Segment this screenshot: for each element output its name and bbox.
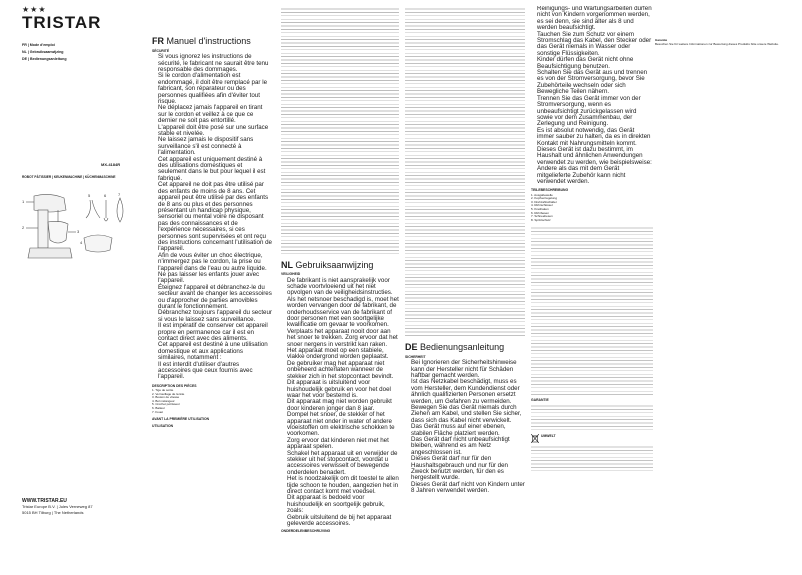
list-item: • Schalten Sie das Gerät aus und trennen es von der Stromversorgung, bevor Sie Zubehörteile wechseln oder sich Bewegliche Teilen nähern. (537, 70, 653, 96)
svg-text:3: 3 (77, 229, 80, 234)
parts-list (152, 389, 272, 414)
list-item: • Ist das Netzkabel beschädigt, muss es vom Hersteller, dem Kundendienst oder ähnlich qualifizierten Personen ersetzt werden, um Gefahren zu vermeiden. (411, 379, 525, 405)
list-item: • Schakel het apparaat uit en verwijder de stekker uit het stopcontact, voordat u accessoires verwisselt of bewegende onderdelen benadert. (287, 451, 399, 477)
svg-text:7: 7 (118, 192, 121, 197)
part-item: 1. Ausgabewelle (531, 192, 553, 197)
section-heading: SÉCURITÉ (152, 49, 170, 53)
model-number: MX-4184R (101, 162, 121, 167)
part-item: 3. Drehzahlschalter (531, 199, 557, 204)
section-heading: UTILISATION (152, 424, 174, 429)
part-item: 8. Spritzschutz (531, 217, 551, 222)
brand-stars: ★★★ (22, 5, 47, 14)
section-heading: GARANTIE (531, 398, 549, 403)
list-item: • Dit apparaat is bedoeld voor huishoudelijk en soortgelijk gebruik, zoals: (287, 495, 399, 514)
list-item: • Das Gerät darf nicht unbeaufsichtigt bleiben, während es am Netz angeschlossen ist. (411, 437, 525, 456)
list-item: • Il est interdit d'utiliser d'autres accessoires que ceux fournis avec l'appareil. (158, 362, 272, 381)
list-item: • Reinigungs- und Wartungsarbeiten dürfen nicht von Kindern vorgenommen werden, es sei denn, sie sind älter als 8 und werden beaufsichtigt. (537, 6, 653, 32)
part-item: 6. Rührbesen (531, 210, 550, 215)
part-item: 3. Bouton de vitesse (152, 395, 180, 400)
list-item: • Es ist absolut notwendig, das Gerät immer sauber zu halten, da es in direkten Kontakt mit Nahrungsmitteln kommt. (537, 128, 653, 147)
list-item: • Ne déplacez jamais l'appareil en tirant sur le cordon et veillez à ce que ce dernier ne soit pas entortillé. (158, 105, 272, 124)
french-continued-column (281, 6, 399, 572)
part-item: 5. Knethaken (531, 206, 549, 211)
list-item: • Gebruik uitsluitend de bij het apparaat geleverde accessoires. (287, 515, 399, 528)
svg-text:1: 1 (22, 199, 25, 204)
svg-text:5: 5 (88, 193, 91, 198)
svg-text:6: 6 (104, 193, 107, 198)
address-line: 5015 BH Tilburg | The Netherlands (22, 510, 84, 515)
list-item: • De gebruiker mag het apparaat niet onbeheerd achterlaten wanneer de stekker zich in het stopcontact bevindt. (287, 361, 399, 380)
brand-logo (22, 6, 101, 32)
list-item: • Ne laissez jamais le dispositif sans surveillance s'il est connecté à l'alimentation. (158, 137, 272, 156)
list-item: • Dieses Gerät darf nicht von Kindern unter 8 Jahren verwendet werden. (411, 482, 525, 495)
list-item: • Zorg ervoor dat kinderen niet met het apparaat spelen. (287, 438, 399, 451)
list-item: • Bei Ignorieren der Sicherheitshinweise kann der Hersteller nicht für Schäden haftbar gemacht werden. (411, 360, 525, 379)
list-item: • Si le cordon d'alimentation est endommagé, il doit être remplacé par le fabricant, son réparateur ou des personnes qualifiées afin d'éviter tout risque. (158, 73, 272, 105)
section-heading: ONDERDELENBESCHRIJVING (281, 529, 331, 534)
list-item: • Dieses Gerät darf nur für den Haushaltsgebrauch und nur für den Zweck benutzt werden, für den es hergestellt wurde. (411, 456, 525, 482)
language-list (22, 42, 67, 63)
part-item: 7. Fouet (152, 409, 164, 414)
german-column (531, 6, 653, 572)
part-item: 5. Crochet pétrisseur (152, 402, 180, 407)
section-heading: AVANT LA PREMIÈRE UTILISATION (152, 417, 210, 422)
list-item: • Cet appareil ne doit pas être utilisé par des enfants de moins de 8 ans. Cet appareil peut être utilisé par des enfants de 8 ans ou plus et des personnes présentant un handicap physique, sensoriel ou mental voire ne disposant pas des connaissances et de l'expérience nécessaires, si ces personnes sont supervisées et ont reçu des instructions concernant l'utilisation de l'appareil. (158, 182, 272, 252)
safety-list (152, 54, 272, 381)
part-item: 4. Bol mélangeur (152, 398, 175, 403)
list-item: • Dit apparaat is uitsluitend voor huishoudelijk gebruik en voor het doel waar het voor bestemd is. (287, 380, 399, 399)
website-link[interactable]: WWW.TRISTAR.EU (22, 498, 67, 504)
svg-text:4: 4 (80, 240, 83, 245)
list-item: • Dompel het snoer, de stekker of het apparaat niet onder in water of andere vloeistoffen om elektrische schokken te voorkomen. (287, 412, 399, 438)
list-item: • Dit apparaat mag niet worden gebruikt door kinderen jonger dan 8 jaar. (287, 399, 399, 412)
list-item: • Ne pas laisser les enfants jouer avec l'appareil. (158, 272, 272, 285)
list-item: • Als het netsnoer beschadigd is, moet het worden vervangen door de fabrikant, de onderhoudsservice van de fabrikant of door personen met een soortgelijke kwalificatie om gevaar te voorkomen. (287, 297, 399, 329)
list-item: • Dieses Gerät ist dazu bestimmt, im Haushalt und ähnlichen Anwendungen verwendet zu werden, wie beispielsweise: (537, 147, 653, 166)
list-item: • Andere als das mit dem Gerät mitgelieferte Zubehör kann nicht verwendet werden. (537, 166, 653, 185)
list-item: • Bewegen Sie das Gerät niemals durch Ziehen am Kabel, und stellen Sie sicher, dass sich das Kabel nicht verwickelt. (411, 405, 525, 424)
product-subtitle: ROBOT PÂTISSIER | KEUKENMACHINE | KÜCHENMASCHINE (22, 175, 116, 179)
safety-list (405, 360, 525, 495)
language-item: DE | Bedienungsanleitung (22, 57, 67, 61)
list-item: • Éteignez l'appareil et débranchez-le du secteur avant de changer les accessoires ou d'approcher de parties amovibles durant le fonctionnement. (158, 285, 272, 311)
list-item: • Débranchez toujours l'appareil du secteur si vous le laissez sans surveillance. (158, 310, 272, 323)
brand-name: TRISTAR (22, 13, 102, 32)
list-item: • Het is noodzakelijk om dit toestel te allen tijde schoon te houden, aangezien het in direct contact komt met voedsel. (287, 476, 399, 495)
list-item: • Das Gerät muss auf einer ebenen, stabilen Fläche platziert werden. (411, 424, 525, 437)
language-item: FR | Mode d'emploi (22, 43, 55, 47)
list-item: • Verplaats het apparaat nooit door aan het snoer te trekken. Zorg ervoor dat het snoer nergens in verstrikt kan raken. (287, 329, 399, 348)
safety-list (281, 278, 399, 528)
list-item: • Trennen Sie das Gerät immer von der Stromversorgung, wenn es unbeaufsichtigt zurückgelassen wird sowie vor dem Zusammenbau, der Zerlegung und Reinigung. (537, 96, 653, 128)
section-heading: DESCRIPTION DES PIÈCES (152, 383, 197, 388)
list-item: • Cet appareil est destiné à une utilisation domestique et aux applications similaires, notamment : (158, 342, 272, 361)
list-item: • Tauchen Sie zum Schutz vor einem Stromschlag das Kabel, den Stecker oder das Gerät niemals in Wasser oder sonstige Flüssigkeiten. (537, 32, 653, 58)
part-item: 6. Batteur (152, 406, 166, 410)
mixer-exploded-diagram (20, 188, 148, 280)
language-item: NL | Gebruiksaanwijzing (22, 50, 64, 54)
warranty-heading: Garantie (655, 39, 668, 42)
list-item: • De fabrikant is niet aansprakelijk voor schade voortvloeiend uit het niet opvolgen van de veiligheidsinstructies. (287, 278, 399, 297)
list-item: • Afin de vous éviter un choc électrique, n'immergez pas le cordon, la prise ou l'appareil dans de l'eau ou autre liquide. (158, 253, 272, 272)
list-item: • Kinder dürfen das Gerät nicht ohne Beaufsichtigung benutzen. (537, 57, 653, 70)
warranty-text: Besuchen Sie für weitere Informationen zur Bewertung dieses Produkts bitte unsere Website. (655, 41, 779, 46)
parts-list (531, 194, 653, 223)
section-title: DE Bedienungsanleitung (405, 342, 505, 352)
french-column (152, 36, 272, 574)
svg-text:2: 2 (22, 225, 25, 230)
list-item: • Il est impératif de conserver cet appareil propre en permanence car il est en contact direct avec des aliments. (158, 323, 272, 342)
section-title: FR Manuel d'instructions (152, 36, 251, 46)
list-item: • Si vous ignorez les instructions de sécurité, le fabricant ne saurait être tenu responsable des dommages. (158, 54, 272, 73)
section-heading: VEILIGHEID (281, 272, 301, 276)
warranty-note (655, 39, 801, 59)
part-item: 1. Tige de sortie (152, 388, 174, 393)
safety-list-continued (531, 6, 653, 185)
part-item: 2. Kopfverriegelung (531, 196, 558, 201)
address-line: Tristar Europe B.V. | Jules Verneweg 87 (22, 504, 93, 509)
list-item: • Het apparaat moet op een stabiele, vlakke ondergrond worden geplaatst. (287, 348, 399, 361)
recycle-bin-icon (531, 434, 539, 443)
part-item: 7. Schneebesen (531, 214, 553, 219)
section-heading: UMWELT (531, 434, 653, 443)
list-item: • Cet appareil est uniquement destiné à des utilisations domestiques et seulement dans le but pour lequel il est fabriqué. (158, 157, 272, 183)
list-item: • L'appareil doit être posé sur une surface stable et nivelée. (158, 125, 272, 138)
section-title: NL Gebruiksaanwijzing (281, 260, 374, 270)
section-heading: TEILEBESCHREIBUNG (531, 188, 569, 193)
part-item: 4. Rührschüssel (531, 203, 553, 208)
company-footer (22, 498, 93, 516)
section-heading: SICHERHEIT (405, 355, 426, 359)
dutch-german-column (405, 6, 525, 572)
part-item: 2. Verrouillage de la tête (152, 391, 185, 396)
